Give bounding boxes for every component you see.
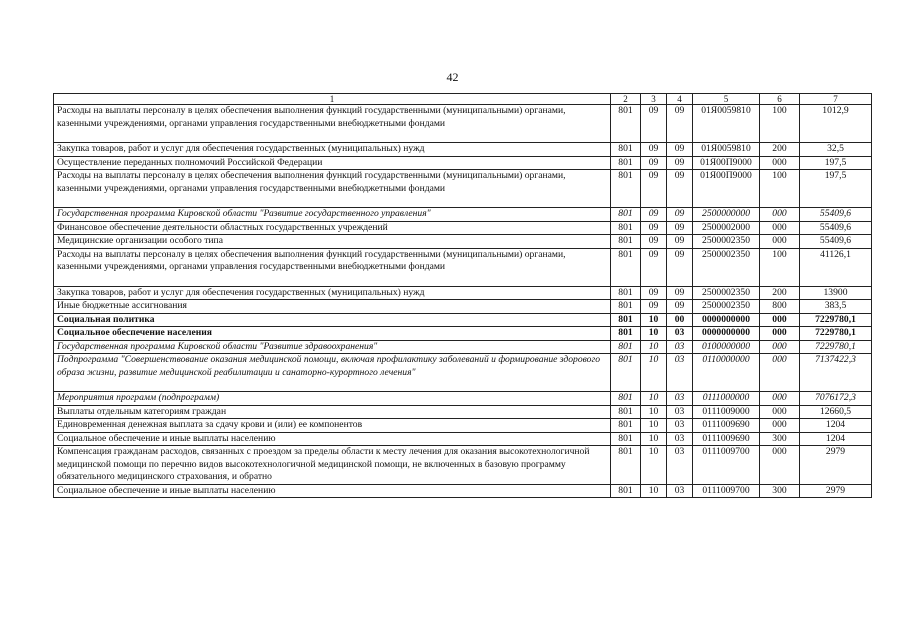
row-description: Закупка товаров, работ и услуг для обеспечения государственных (муниципальных) нужд <box>54 286 611 300</box>
row-description: Расходы на выплаты персоналу в целях обеспечения выполнения функций государственными (муниципальными) органами, казенными учреждениями, органами управления государственными внебюджетными фондами <box>54 105 611 143</box>
row-code-section: 10 <box>641 340 667 354</box>
column-header: 4 <box>667 94 693 105</box>
row-code-section: 10 <box>641 432 667 446</box>
row-amount: 7229780,1 <box>800 313 872 327</box>
row-code-subsection: 09 <box>667 221 693 235</box>
row-code-ministry: 801 <box>611 432 641 446</box>
row-description: Расходы на выплаты персоналу в целях обеспечения выполнения функций государственными (муниципальными) органами, казенными учреждениями, органами управления государственными внебюджетными фондами <box>54 170 611 208</box>
row-code-target: 2500002350 <box>693 248 760 286</box>
row-code-subsection: 03 <box>667 340 693 354</box>
row-code-subsection: 00 <box>667 313 693 327</box>
row-amount: 2979 <box>800 446 872 485</box>
row-code-target: 0000000000 <box>693 313 760 327</box>
row-code-expense-type: 100 <box>760 170 800 208</box>
row-code-subsection: 03 <box>667 354 693 392</box>
row-amount: 12660,5 <box>800 405 872 419</box>
row-code-expense-type: 000 <box>760 327 800 341</box>
page-number: 42 <box>446 70 459 84</box>
row-code-subsection: 09 <box>667 105 693 143</box>
column-header: 1 <box>54 94 611 105</box>
row-code-expense-type: 000 <box>760 156 800 170</box>
table-row <box>54 235 872 249</box>
row-code-ministry: 801 <box>611 156 641 170</box>
row-code-ministry: 801 <box>611 300 641 314</box>
row-code-section: 09 <box>641 170 667 208</box>
row-code-target: 2500002000 <box>693 221 760 235</box>
table-row <box>54 208 872 222</box>
row-description: Закупка товаров, работ и услуг для обеспечения государственных (муниципальных) нужд <box>54 143 611 157</box>
row-amount: 1204 <box>800 432 872 446</box>
row-code-ministry: 801 <box>611 105 641 143</box>
table-row <box>54 419 872 433</box>
row-description: Мероприятия программ (подпрограмм) <box>54 392 611 406</box>
row-description: Подпрограмма "Совершенствование оказания медицинской помощи, включая профилактику заболеваний и формирование здорового образа жизни, развитие медицинской реабилитации и санаторно-курортного лечения" <box>54 354 611 392</box>
row-code-target: 2500002350 <box>693 286 760 300</box>
row-amount: 41126,1 <box>800 248 872 286</box>
row-code-expense-type: 000 <box>760 392 800 406</box>
row-description: Компенсация гражданам расходов, связанных с проездом за пределы области к месту лечения для оказания высокотехнологичной медицинской помощи по перечню видов высокотехнологичной медицинской помощи, не включенных в базовую программу обязательного медицинского страхования, и обратно <box>54 446 611 485</box>
row-description: Медицинские организации особого типа <box>54 235 611 249</box>
row-code-ministry: 801 <box>611 313 641 327</box>
table-row <box>54 446 872 485</box>
table-row <box>54 170 872 208</box>
row-amount: 55409,6 <box>800 221 872 235</box>
row-amount: 7229780,1 <box>800 327 872 341</box>
row-description: Государственная программа Кировской области "Развитие здравоохранения" <box>54 340 611 354</box>
row-code-subsection: 09 <box>667 300 693 314</box>
row-code-target: 0111009690 <box>693 432 760 446</box>
table-row <box>54 221 872 235</box>
row-code-expense-type: 800 <box>760 300 800 314</box>
row-code-section: 10 <box>641 392 667 406</box>
row-amount: 383,5 <box>800 300 872 314</box>
row-code-expense-type: 000 <box>760 313 800 327</box>
row-description: Расходы на выплаты персоналу в целях обеспечения выполнения функций государственными (муниципальными) органами, казенными учреждениями, органами управления государственными внебюджетными фондами <box>54 248 611 286</box>
row-code-section: 09 <box>641 143 667 157</box>
row-description: Осуществление переданных полномочий Российской Федерации <box>54 156 611 170</box>
budget-table <box>53 93 872 498</box>
row-code-target: 01Я00П9000 <box>693 170 760 208</box>
row-code-subsection: 09 <box>667 143 693 157</box>
table-row <box>54 392 872 406</box>
row-amount: 7229780,1 <box>800 340 872 354</box>
row-description: Социальное обеспечение и иные выплаты населению <box>54 432 611 446</box>
column-header: 7 <box>800 94 872 105</box>
row-code-ministry: 801 <box>611 235 641 249</box>
row-code-ministry: 801 <box>611 392 641 406</box>
row-code-ministry: 801 <box>611 286 641 300</box>
table-row <box>54 286 872 300</box>
row-code-expense-type: 000 <box>760 221 800 235</box>
row-code-section: 09 <box>641 248 667 286</box>
row-code-expense-type: 000 <box>760 354 800 392</box>
row-code-ministry: 801 <box>611 248 641 286</box>
row-code-subsection: 03 <box>667 405 693 419</box>
row-code-subsection: 09 <box>667 286 693 300</box>
row-code-section: 09 <box>641 105 667 143</box>
table-row <box>54 432 872 446</box>
row-code-section: 09 <box>641 156 667 170</box>
row-description: Единовременная денежная выплата за сдачу крови и (или) ее компонентов <box>54 419 611 433</box>
table-row <box>54 300 872 314</box>
row-code-subsection: 03 <box>667 392 693 406</box>
row-code-target: 0111009700 <box>693 484 760 498</box>
row-amount: 55409,6 <box>800 208 872 222</box>
table-row <box>54 327 872 341</box>
row-code-target: 2500002350 <box>693 235 760 249</box>
table-row <box>54 156 872 170</box>
row-code-target: 0111009000 <box>693 405 760 419</box>
row-code-ministry: 801 <box>611 484 641 498</box>
column-header: 3 <box>641 94 667 105</box>
table-header-row <box>54 94 872 105</box>
row-code-subsection: 09 <box>667 248 693 286</box>
row-code-expense-type: 100 <box>760 248 800 286</box>
row-code-expense-type: 000 <box>760 446 800 485</box>
row-code-section: 09 <box>641 300 667 314</box>
row-code-subsection: 03 <box>667 432 693 446</box>
row-code-target: 01Я0059810 <box>693 143 760 157</box>
table-row <box>54 340 872 354</box>
row-code-section: 10 <box>641 327 667 341</box>
row-amount: 55409,6 <box>800 235 872 249</box>
row-code-subsection: 03 <box>667 446 693 485</box>
row-code-target: 01Я0059810 <box>693 105 760 143</box>
row-amount: 1012,9 <box>800 105 872 143</box>
row-code-ministry: 801 <box>611 143 641 157</box>
row-code-expense-type: 000 <box>760 208 800 222</box>
row-code-subsection: 03 <box>667 327 693 341</box>
table-row <box>54 105 872 143</box>
row-code-ministry: 801 <box>611 405 641 419</box>
row-code-subsection: 09 <box>667 235 693 249</box>
row-amount: 32,5 <box>800 143 872 157</box>
row-code-target: 0111009700 <box>693 446 760 485</box>
row-code-ministry: 801 <box>611 340 641 354</box>
row-code-target: 0100000000 <box>693 340 760 354</box>
table-body <box>54 105 872 498</box>
row-code-expense-type: 000 <box>760 235 800 249</box>
row-code-section: 10 <box>641 419 667 433</box>
row-code-ministry: 801 <box>611 170 641 208</box>
row-code-expense-type: 300 <box>760 484 800 498</box>
row-code-section: 10 <box>641 354 667 392</box>
row-code-target: 0110000000 <box>693 354 760 392</box>
row-code-subsection: 03 <box>667 419 693 433</box>
table-row <box>54 313 872 327</box>
row-code-expense-type: 100 <box>760 105 800 143</box>
row-code-section: 10 <box>641 484 667 498</box>
row-amount: 1204 <box>800 419 872 433</box>
row-description: Выплаты отдельным категориям граждан <box>54 405 611 419</box>
row-description: Финансовое обеспечение деятельности областных государственных учреждений <box>54 221 611 235</box>
row-amount: 7137422,3 <box>800 354 872 392</box>
row-code-expense-type: 000 <box>760 405 800 419</box>
table-row <box>54 484 872 498</box>
row-code-ministry: 801 <box>611 354 641 392</box>
table-row <box>54 143 872 157</box>
column-header: 5 <box>693 94 760 105</box>
row-amount: 7076172,3 <box>800 392 872 406</box>
table-row <box>54 354 872 392</box>
row-code-target: 2500002350 <box>693 300 760 314</box>
row-code-ministry: 801 <box>611 419 641 433</box>
row-description: Иные бюджетные ассигнования <box>54 300 611 314</box>
row-code-section: 09 <box>641 221 667 235</box>
row-description: Социальное обеспечение населения <box>54 327 611 341</box>
column-header: 2 <box>611 94 641 105</box>
row-amount: 2979 <box>800 484 872 498</box>
row-code-ministry: 801 <box>611 446 641 485</box>
row-code-ministry: 801 <box>611 327 641 341</box>
row-code-target: 2500000000 <box>693 208 760 222</box>
row-code-section: 09 <box>641 286 667 300</box>
row-code-target: 0111000000 <box>693 392 760 406</box>
row-code-target: 0000000000 <box>693 327 760 341</box>
row-code-expense-type: 200 <box>760 143 800 157</box>
row-code-section: 10 <box>641 313 667 327</box>
row-description: Государственная программа Кировской области "Развитие государственного управления" <box>54 208 611 222</box>
row-code-expense-type: 300 <box>760 432 800 446</box>
row-code-expense-type: 000 <box>760 419 800 433</box>
row-code-target: 0111009690 <box>693 419 760 433</box>
table-row <box>54 248 872 286</box>
column-header: 6 <box>760 94 800 105</box>
row-code-subsection: 03 <box>667 484 693 498</box>
row-amount: 197,5 <box>800 156 872 170</box>
row-code-expense-type: 200 <box>760 286 800 300</box>
row-code-section: 10 <box>641 446 667 485</box>
row-description: Социальное обеспечение и иные выплаты населению <box>54 484 611 498</box>
row-code-target: 01Я00П9000 <box>693 156 760 170</box>
row-code-subsection: 09 <box>667 170 693 208</box>
row-amount: 197,5 <box>800 170 872 208</box>
row-code-subsection: 09 <box>667 156 693 170</box>
table-row <box>54 405 872 419</box>
row-code-section: 10 <box>641 405 667 419</box>
row-description: Социальная политика <box>54 313 611 327</box>
row-code-ministry: 801 <box>611 221 641 235</box>
row-code-ministry: 801 <box>611 208 641 222</box>
row-code-section: 09 <box>641 208 667 222</box>
row-code-section: 09 <box>641 235 667 249</box>
row-code-expense-type: 000 <box>760 340 800 354</box>
row-code-subsection: 09 <box>667 208 693 222</box>
row-amount: 13900 <box>800 286 872 300</box>
